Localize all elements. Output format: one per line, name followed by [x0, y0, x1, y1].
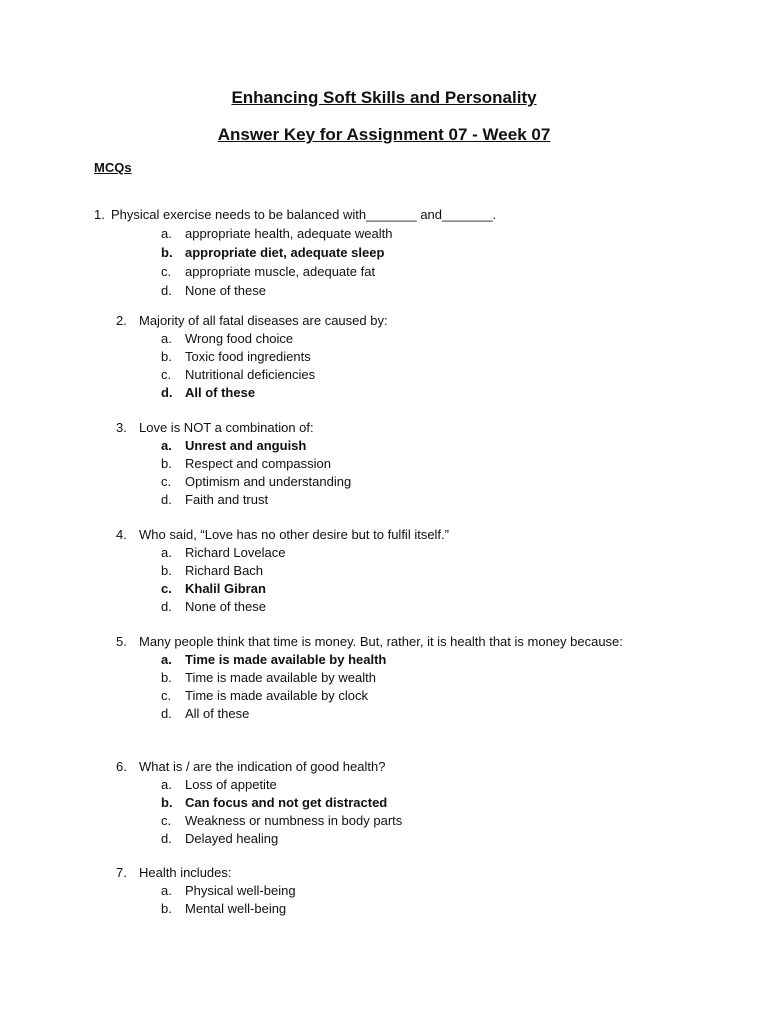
option-letter: c.: [161, 581, 172, 596]
question-text: Majority of all fatal diseases are caused by:: [139, 313, 388, 328]
option-text: Loss of appetite: [185, 777, 277, 792]
option-item: [161, 562, 659, 580]
option-letter: b.: [161, 349, 172, 364]
option-text: None of these: [185, 599, 266, 614]
option-text: Mental well-being: [185, 901, 287, 916]
option-text: None of these: [185, 283, 266, 298]
option-text: Unrest and anguish: [185, 438, 307, 453]
option-item: [161, 776, 659, 794]
option-text: Nutritional deficiencies: [185, 367, 316, 382]
question-item: [116, 526, 659, 616]
question-stem: [116, 758, 659, 776]
section-label: MCQs: [94, 160, 132, 175]
option-item: [161, 544, 659, 562]
correct-option: [161, 384, 659, 402]
option-text: Time is made available by clock: [185, 688, 369, 703]
option-item: [161, 330, 659, 348]
document-title: Enhancing Soft Skills and Personality: [231, 88, 537, 107]
question-text: Many people think that time is money. But, rather, it is health that is money because:: [139, 634, 623, 649]
option-text: Delayed healing: [185, 831, 279, 846]
option-letter: a.: [161, 226, 172, 241]
option-letter: a.: [161, 652, 172, 667]
option-text: Can focus and not get distracted: [185, 795, 388, 810]
question-text: Health includes:: [139, 865, 232, 880]
option-letter: c.: [161, 367, 172, 382]
question-stem: [116, 419, 659, 437]
question-text: Who said, “Love has no other desire but to fulfil itself.”: [139, 527, 449, 542]
option-letter: a.: [161, 331, 172, 346]
option-letter: c.: [161, 813, 172, 828]
question-item: [116, 758, 659, 848]
option-text: Time is made available by wealth: [185, 670, 376, 685]
question-text: Love is NOT a combination of:: [139, 420, 314, 435]
question-number: 1.: [94, 207, 105, 222]
question-number: 7.: [116, 865, 127, 880]
option-letter: d.: [161, 385, 173, 400]
question-number: 5.: [116, 634, 127, 649]
question-number: 3.: [116, 420, 127, 435]
question-item: [116, 312, 659, 402]
question-text: Physical exercise needs to be balanced with_______ and_______.: [111, 207, 497, 222]
question-stem: [116, 312, 659, 330]
option-letter: b.: [161, 795, 173, 810]
option-text: All of these: [185, 385, 256, 400]
option-item: [161, 812, 659, 830]
option-item: [161, 455, 659, 473]
option-letter: b.: [161, 245, 173, 260]
option-letter: a.: [161, 883, 172, 898]
question-stem: [116, 526, 659, 544]
option-letter: c.: [161, 474, 172, 489]
question-stem: [116, 864, 659, 882]
option-letter: d.: [161, 599, 172, 614]
question-item: [116, 633, 639, 723]
question-item: [116, 419, 659, 509]
question-text: What is / are the indication of good health?: [139, 759, 386, 774]
option-letter: b.: [161, 901, 172, 916]
question-stem: [116, 633, 639, 651]
option-list: [161, 437, 659, 509]
option-text: appropriate muscle, adequate fat: [185, 264, 376, 279]
option-text: Toxic food ingredients: [185, 349, 311, 364]
option-list: [161, 651, 639, 723]
option-letter: b.: [161, 563, 172, 578]
question-number: 2.: [116, 313, 127, 328]
option-list: [161, 882, 659, 918]
option-letter: b.: [161, 670, 172, 685]
option-letter: c.: [161, 688, 172, 703]
option-list: [161, 544, 659, 616]
option-item: [161, 263, 671, 282]
option-item: [161, 705, 639, 723]
option-text: Time is made available by health: [185, 652, 387, 667]
option-letter: a.: [161, 777, 172, 792]
question-stem: [94, 206, 671, 224]
option-text: Optimism and understanding: [185, 474, 352, 489]
option-letter: c.: [161, 264, 172, 279]
option-item: [161, 598, 659, 616]
option-item: [161, 473, 659, 491]
option-letter: b.: [161, 456, 172, 471]
document-subtitle: Answer Key for Assignment 07 - Week 07: [217, 125, 551, 144]
option-text: Weakness or numbness in body parts: [185, 813, 403, 828]
option-text: Wrong food choice: [185, 331, 294, 346]
option-item: [161, 348, 659, 366]
correct-option: [161, 651, 639, 669]
correct-option: [161, 794, 659, 812]
correct-option: [161, 580, 659, 598]
option-letter: d.: [161, 283, 172, 298]
option-item: [161, 282, 671, 301]
option-text: Physical well-being: [185, 883, 296, 898]
option-item: [161, 882, 659, 900]
option-letter: a.: [161, 545, 172, 560]
option-list: [161, 225, 671, 301]
option-item: [161, 687, 639, 705]
option-text: Faith and trust: [185, 492, 269, 507]
option-text: Respect and compassion: [185, 456, 331, 471]
option-list: [161, 330, 659, 402]
option-letter: d.: [161, 706, 172, 721]
correct-option: [161, 437, 659, 455]
option-item: [161, 900, 659, 918]
question-number: 6.: [116, 759, 127, 774]
question-item: [116, 864, 659, 918]
question-item: [94, 206, 671, 301]
option-item: [161, 669, 639, 687]
option-letter: d.: [161, 831, 172, 846]
question-number: 4.: [116, 527, 127, 542]
option-text: Khalil Gibran: [185, 581, 266, 596]
option-letter: d.: [161, 492, 172, 507]
option-text: All of these: [185, 706, 250, 721]
option-text: Richard Bach: [185, 563, 264, 578]
option-list: [161, 776, 659, 848]
option-text: appropriate health, adequate wealth: [185, 226, 393, 241]
option-item: [161, 225, 671, 244]
option-letter: a.: [161, 438, 172, 453]
option-item: [161, 830, 659, 848]
correct-option: [161, 244, 671, 263]
option-text: Richard Lovelace: [185, 545, 286, 560]
option-item: [161, 491, 659, 509]
option-text: appropriate diet, adequate sleep: [185, 245, 385, 260]
option-item: [161, 366, 659, 384]
